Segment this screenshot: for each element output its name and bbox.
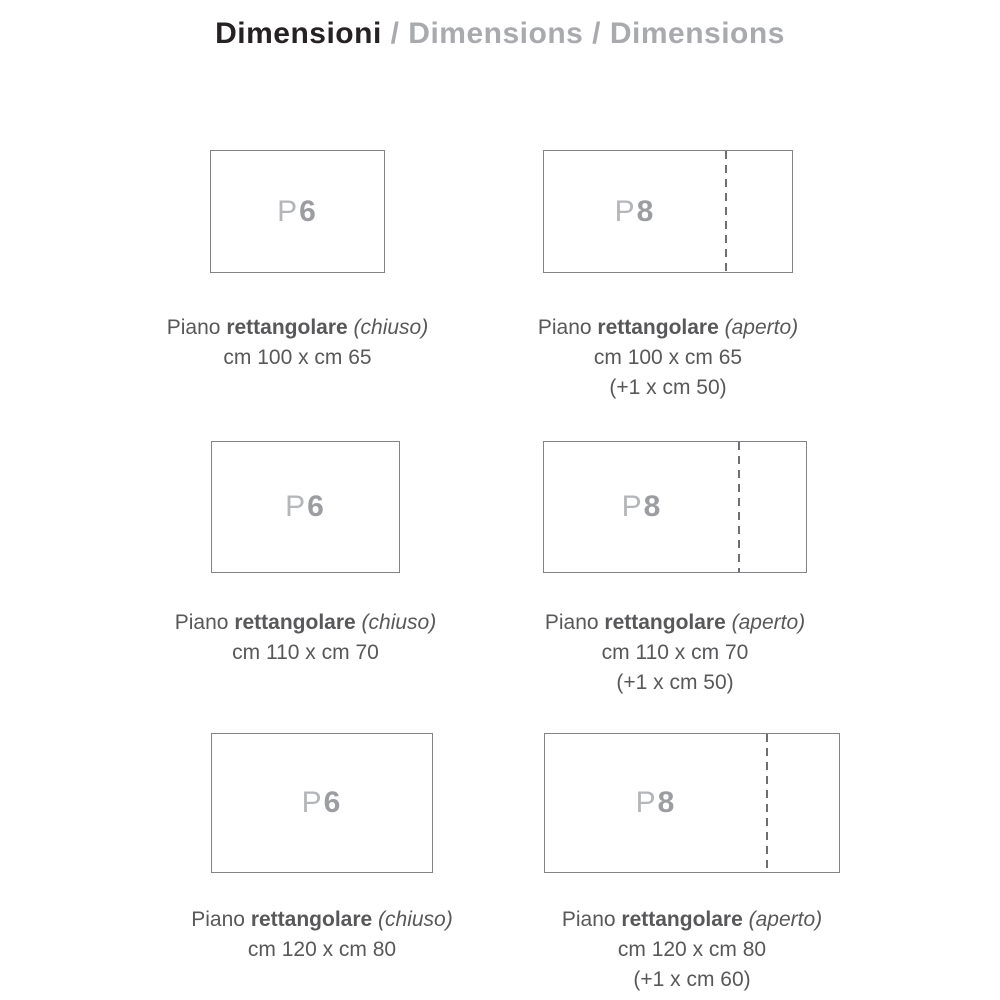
model-label xyxy=(277,195,318,229)
caption-shape: rettangolare xyxy=(250,908,373,931)
caption-state: (aperto) xyxy=(748,908,823,931)
tabletop-outline-closed xyxy=(210,150,385,273)
figure-p6-110x70-chiuso xyxy=(174,441,437,668)
page-title xyxy=(0,16,1000,52)
model-label xyxy=(285,490,326,524)
model-label-prefix: P xyxy=(301,786,324,819)
figure-p6-120x80-chiuso xyxy=(191,733,453,965)
model-label-prefix: P xyxy=(635,786,658,819)
caption-shape: rettangolare xyxy=(604,611,726,634)
extension-fold-dashed-line xyxy=(766,734,768,872)
tabletop-outline-closed xyxy=(211,441,400,573)
caption-title-line xyxy=(562,905,822,935)
title-translations: / Dimensions / Dimensions xyxy=(381,17,785,50)
model-label-number: 8 xyxy=(636,194,656,228)
model-label-number: 6 xyxy=(307,490,326,523)
model-label-number: 6 xyxy=(323,786,343,819)
figure-caption xyxy=(562,905,822,995)
caption-size: cm 100 x cm 65 xyxy=(593,346,743,369)
caption-state: (chiuso) xyxy=(361,611,437,634)
figure-p8-110x70-aperto xyxy=(543,441,807,698)
caption-title-line xyxy=(191,905,452,935)
caption-size: cm 120 x cm 80 xyxy=(617,938,767,961)
caption-shape: rettangolare xyxy=(234,611,356,634)
model-label xyxy=(302,786,343,820)
model-label xyxy=(622,490,663,524)
figure-caption xyxy=(191,905,452,965)
caption-plain: Piano xyxy=(561,908,616,931)
caption-plain: Piano xyxy=(174,611,229,634)
figure-p6-100x65-chiuso xyxy=(166,150,429,373)
extension-fold-dashed-line xyxy=(725,151,727,272)
title-italian: Dimensioni xyxy=(215,17,382,50)
model-label xyxy=(636,786,677,820)
caption-title-line xyxy=(545,608,805,638)
caption-title-line xyxy=(167,313,428,343)
model-label-number: 6 xyxy=(299,194,318,228)
caption-shape: rettangolare xyxy=(226,316,348,339)
model-label-prefix: P xyxy=(277,194,300,228)
figure-p8-120x80-aperto xyxy=(544,733,840,995)
figure-caption xyxy=(167,313,428,373)
model-label xyxy=(615,195,656,229)
caption-state: (chiuso) xyxy=(378,908,453,931)
model-label-prefix: P xyxy=(285,490,308,523)
caption-state: (chiuso) xyxy=(353,316,429,339)
tabletop-outline-extended xyxy=(543,441,807,573)
caption-shape: rettangolare xyxy=(597,316,719,339)
model-label-prefix: P xyxy=(621,490,644,523)
caption-plain: Piano xyxy=(166,316,221,339)
caption-extension: (+1 x cm 50) xyxy=(616,671,734,694)
caption-state: (aperto) xyxy=(724,316,799,339)
caption-shape: rettangolare xyxy=(621,908,743,931)
caption-size: cm 110 x cm 70 xyxy=(601,641,749,664)
caption-plain: Piano xyxy=(537,316,592,339)
caption-plain: Piano xyxy=(191,908,245,931)
caption-extension: (+1 x cm 50) xyxy=(609,376,727,399)
model-label-number: 8 xyxy=(643,490,663,523)
tabletop-outline-closed xyxy=(211,733,433,873)
figure-p8-100x65-aperto xyxy=(537,150,799,403)
caption-size: cm 120 x cm 80 xyxy=(247,938,397,961)
figure-caption xyxy=(545,608,805,698)
caption-extension: (+1 x cm 60) xyxy=(633,968,751,991)
model-label-number: 8 xyxy=(657,786,677,819)
caption-size: cm 110 x cm 70 xyxy=(232,641,379,664)
caption-plain: Piano xyxy=(544,611,599,634)
tabletop-outline-extended xyxy=(543,150,793,273)
model-label-prefix: P xyxy=(614,194,637,228)
caption-title-line xyxy=(175,608,436,638)
caption-size: cm 100 x cm 65 xyxy=(223,346,372,369)
figure-caption xyxy=(175,608,436,668)
extension-fold-dashed-line xyxy=(738,442,740,572)
caption-state: (aperto) xyxy=(731,611,806,634)
caption-title-line xyxy=(538,313,798,343)
tabletop-outline-extended xyxy=(544,733,840,873)
figure-caption xyxy=(538,313,798,403)
